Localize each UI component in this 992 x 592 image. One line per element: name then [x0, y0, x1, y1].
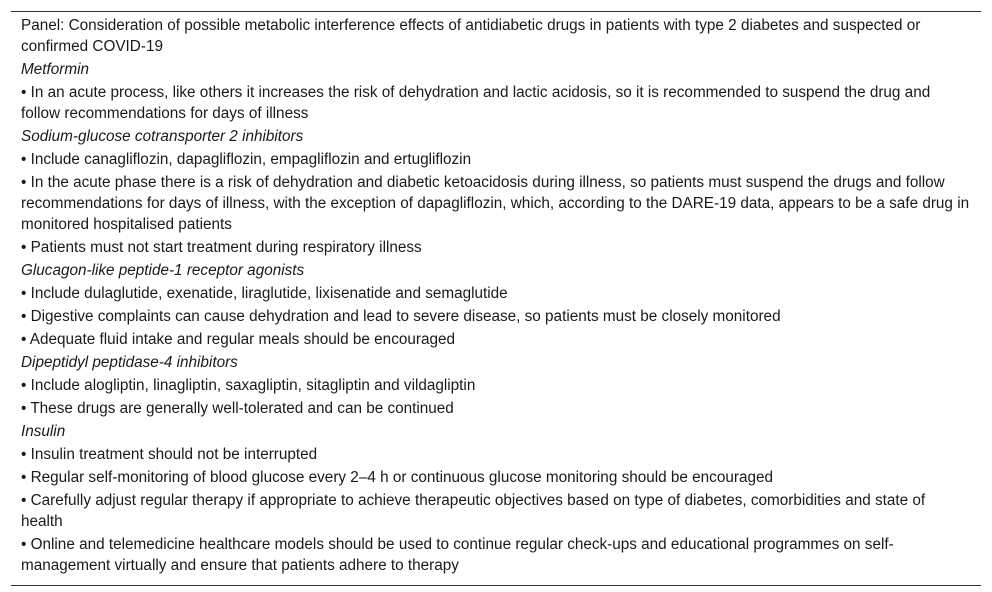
bullet-item: • In the acute phase there is a risk of dehydration and diabetic ketoacidosis during illness, so patients must suspend the drugs and follow recommendations for days of illness, with the exception of dapagliflozin, which, according to the DARE-19 data, appears to be a safe drug in monitored hospitalised patients	[21, 174, 970, 233]
bullet-item: • Regular self-monitoring of blood glucose every 2–4 h or continuous glucose monitoring should be encouraged	[21, 469, 773, 486]
section-heading-metformin: Metformin	[21, 61, 89, 78]
section-heading-glp1-receptor-agonists: Glucagon-like peptide-1 receptor agonists	[21, 262, 305, 279]
section-heading-dpp4-inhibitors: Dipeptidyl peptidase-4 inhibitors	[21, 354, 238, 371]
panel-title: Panel: Consideration of possible metabolic interference effects of antidiabetic drugs in patients with type 2 diabetes and suspected or confirmed COVID-19	[21, 17, 921, 55]
bullet-item: • These drugs are generally well-tolerated and can be continued	[21, 400, 454, 417]
bullet-item: • Include alogliptin, linagliptin, saxagliptin, sitagliptin and vildagliptin	[21, 377, 476, 394]
bullet-item: • Carefully adjust regular therapy if appropriate to achieve therapeutic objectives based on type of diabetes, comorbidities and state of health	[21, 492, 926, 530]
bullet-item: • Include dulaglutide, exenatide, liraglutide, lixisenatide and semaglutide	[21, 285, 508, 302]
bullet-item: • Patients must not start treatment during respiratory illness	[21, 239, 422, 256]
bullet-item: • Insulin treatment should not be interrupted	[21, 446, 318, 463]
bullet-item: • Digestive complaints can cause dehydration and lead to severe disease, so patients must be closely monitored	[21, 308, 781, 325]
bullet-item: • In an acute process, like others it increases the risk of dehydration and lactic acidosis, so it is recommended to suspend the drug and follow recommendations for days of illness	[21, 84, 931, 122]
bullet-item: • Online and telemedicine healthcare models should be used to continue regular check-ups and educational programmes on self-management virtually and ensure that patients adhere to therapy	[21, 536, 894, 574]
panel-table	[11, 11, 981, 586]
section-heading-insulin: Insulin	[21, 423, 66, 440]
bullet-item: • Adequate fluid intake and regular meals should be encouraged	[21, 331, 455, 348]
section-heading-sglt2-inhibitors: Sodium-glucose cotransporter 2 inhibitors	[21, 128, 304, 145]
bullet-item: • Include canagliflozin, dapagliflozin, empagliflozin and ertugliflozin	[21, 151, 472, 168]
